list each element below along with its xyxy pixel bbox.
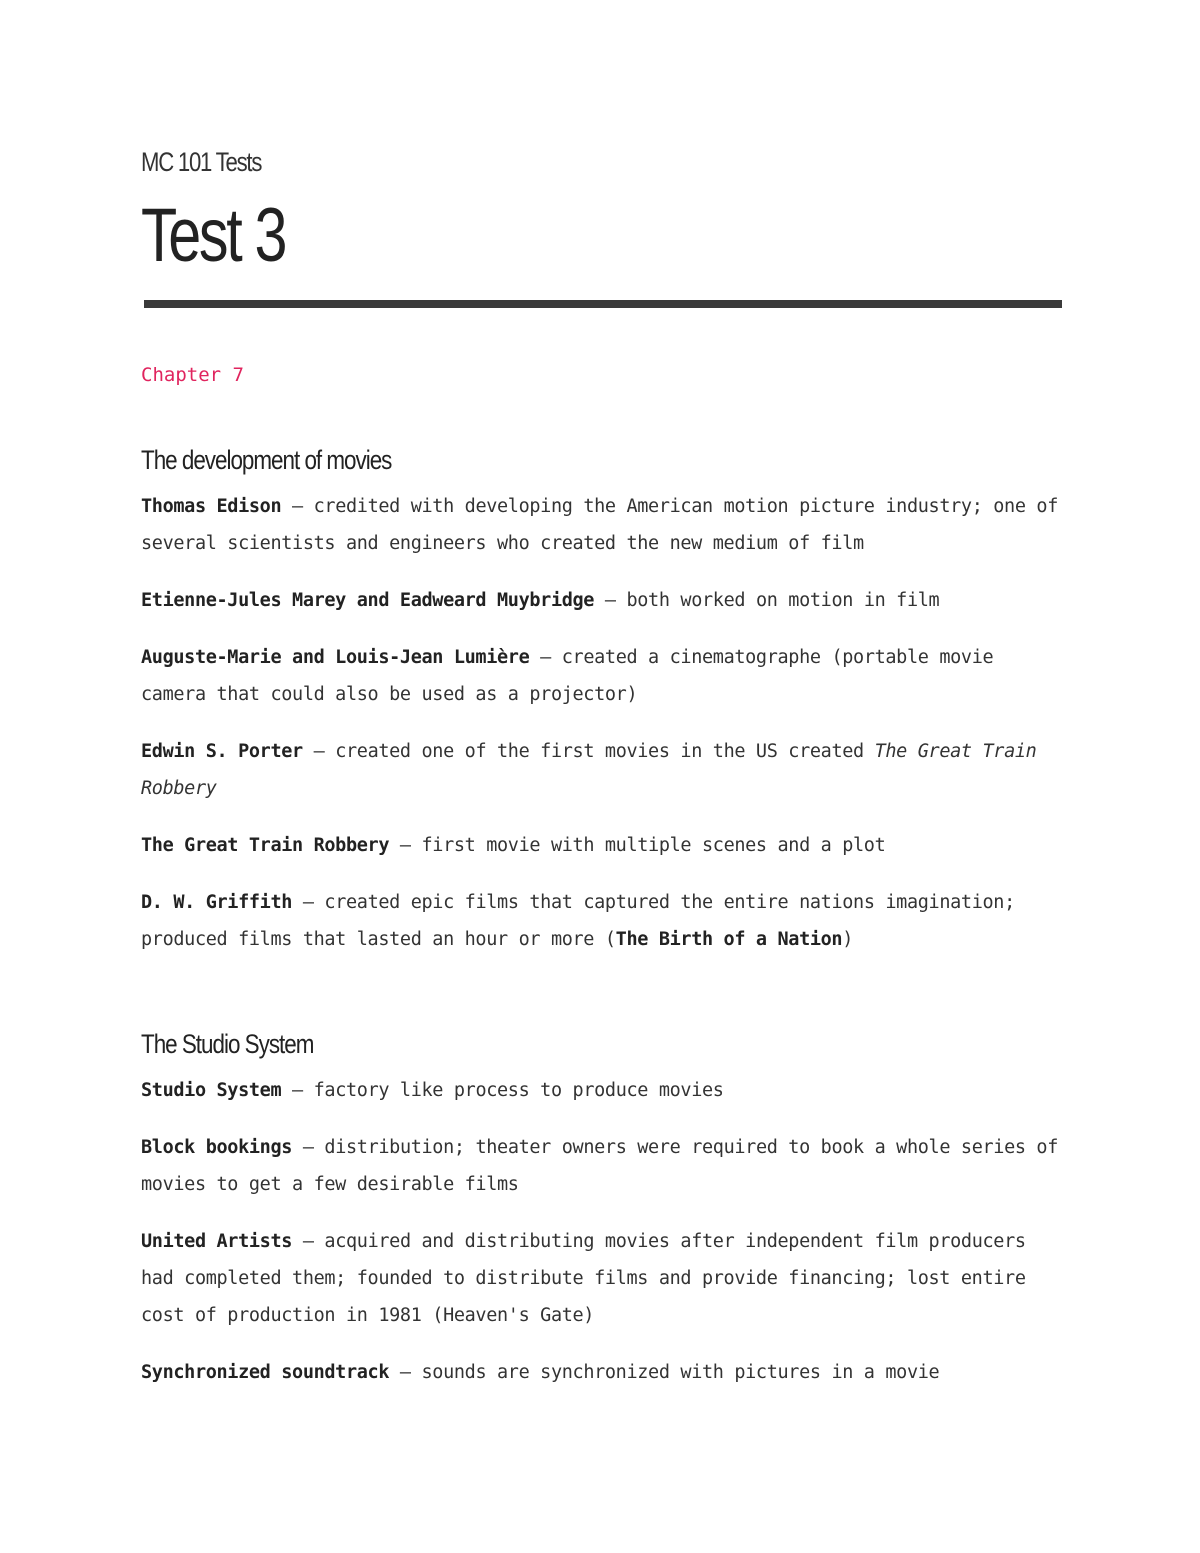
entry-lumiere bbox=[141, 639, 1061, 713]
entry-term: Auguste-Marie and Louis-Jean Lumière bbox=[141, 647, 530, 668]
entry-term: Studio System bbox=[141, 1080, 282, 1101]
document-subtitle: MC 101 Tests bbox=[141, 147, 262, 177]
entry-separator: – bbox=[292, 1231, 325, 1252]
entry-separator: – bbox=[292, 1137, 325, 1158]
entry-term: Block bookings bbox=[141, 1137, 293, 1158]
entry-definition: first movie with multiple scenes and a plot bbox=[421, 835, 886, 856]
entry-separator: – bbox=[389, 1362, 422, 1383]
title-divider bbox=[144, 300, 1062, 308]
entry-definition: factory like process to produce movies bbox=[313, 1080, 724, 1101]
section-entries-studio-system bbox=[141, 1072, 1061, 1391]
section-heading-studio-system: The Studio System bbox=[141, 1029, 314, 1059]
entry-italic-title: The Great Train Robbery bbox=[141, 741, 1037, 799]
entry-dw-griffith bbox=[141, 884, 1061, 958]
entry-definition-tail: ) bbox=[842, 929, 854, 950]
entry-separator: – bbox=[292, 892, 325, 913]
entry-great-train-robbery bbox=[141, 827, 1061, 864]
entry-definition: both worked on motion in film bbox=[626, 590, 940, 611]
entry-term: Etienne-Jules Marey and Eadweard Muybridge bbox=[141, 590, 595, 611]
entry-synchronized-soundtrack bbox=[141, 1354, 1061, 1391]
entry-separator: – bbox=[529, 647, 562, 668]
entry-block-bookings bbox=[141, 1129, 1061, 1203]
section-entries-development bbox=[141, 488, 1061, 958]
entry-term: D. W. Griffith bbox=[141, 892, 293, 913]
entry-definition: created a cinematographe (portable movie camera that could also be used as a projector) bbox=[141, 647, 994, 705]
entry-separator: – bbox=[302, 741, 336, 762]
entry-united-artists bbox=[141, 1223, 1061, 1334]
entry-term: United Artists bbox=[141, 1231, 293, 1252]
entry-marey-muybridge bbox=[141, 582, 1061, 619]
entry-definition: sounds are synchronized with pictures in a movie bbox=[421, 1362, 940, 1383]
entry-definition: credited with developing the American motion picture industry; one of several scientists and engineers who created the new medium of film bbox=[141, 496, 1058, 554]
entry-definition: created one of the first movies in the US created bbox=[335, 741, 875, 762]
entry-definition: acquired and distributing movies after independent film producers had completed them; founded to distribute films and provide financing; lost entire cost of production in 1981 (Heaven's Gate) bbox=[141, 1231, 1026, 1326]
entry-definition: distribution; theater owners were required to book a whole series of movies to get a few desirable films bbox=[141, 1137, 1059, 1195]
entry-bold-title: The Birth of a Nation bbox=[615, 929, 843, 950]
entry-definition: created epic films that captured the entire nations imagination; produced films that lasted an hour or more ( bbox=[141, 892, 1015, 950]
entry-studio-system bbox=[141, 1072, 1061, 1109]
entry-edwin-porter bbox=[141, 733, 1061, 807]
entry-separator: – bbox=[389, 835, 422, 856]
section-heading-development: The development of movies bbox=[141, 445, 392, 475]
entry-separator: – bbox=[281, 1080, 314, 1101]
entry-separator: – bbox=[594, 590, 627, 611]
entry-thomas-edison bbox=[141, 488, 1061, 562]
entry-term: Synchronized soundtrack bbox=[141, 1362, 390, 1383]
document-title: Test 3 bbox=[141, 193, 286, 278]
entry-term: The Great Train Robbery bbox=[141, 835, 390, 856]
entry-separator: – bbox=[281, 496, 314, 517]
entry-term: Edwin S. Porter bbox=[141, 741, 303, 762]
entry-term: Thomas Edison bbox=[141, 496, 282, 517]
chapter-label: Chapter 7 bbox=[141, 364, 244, 386]
document-page bbox=[141, 140, 1061, 1411]
